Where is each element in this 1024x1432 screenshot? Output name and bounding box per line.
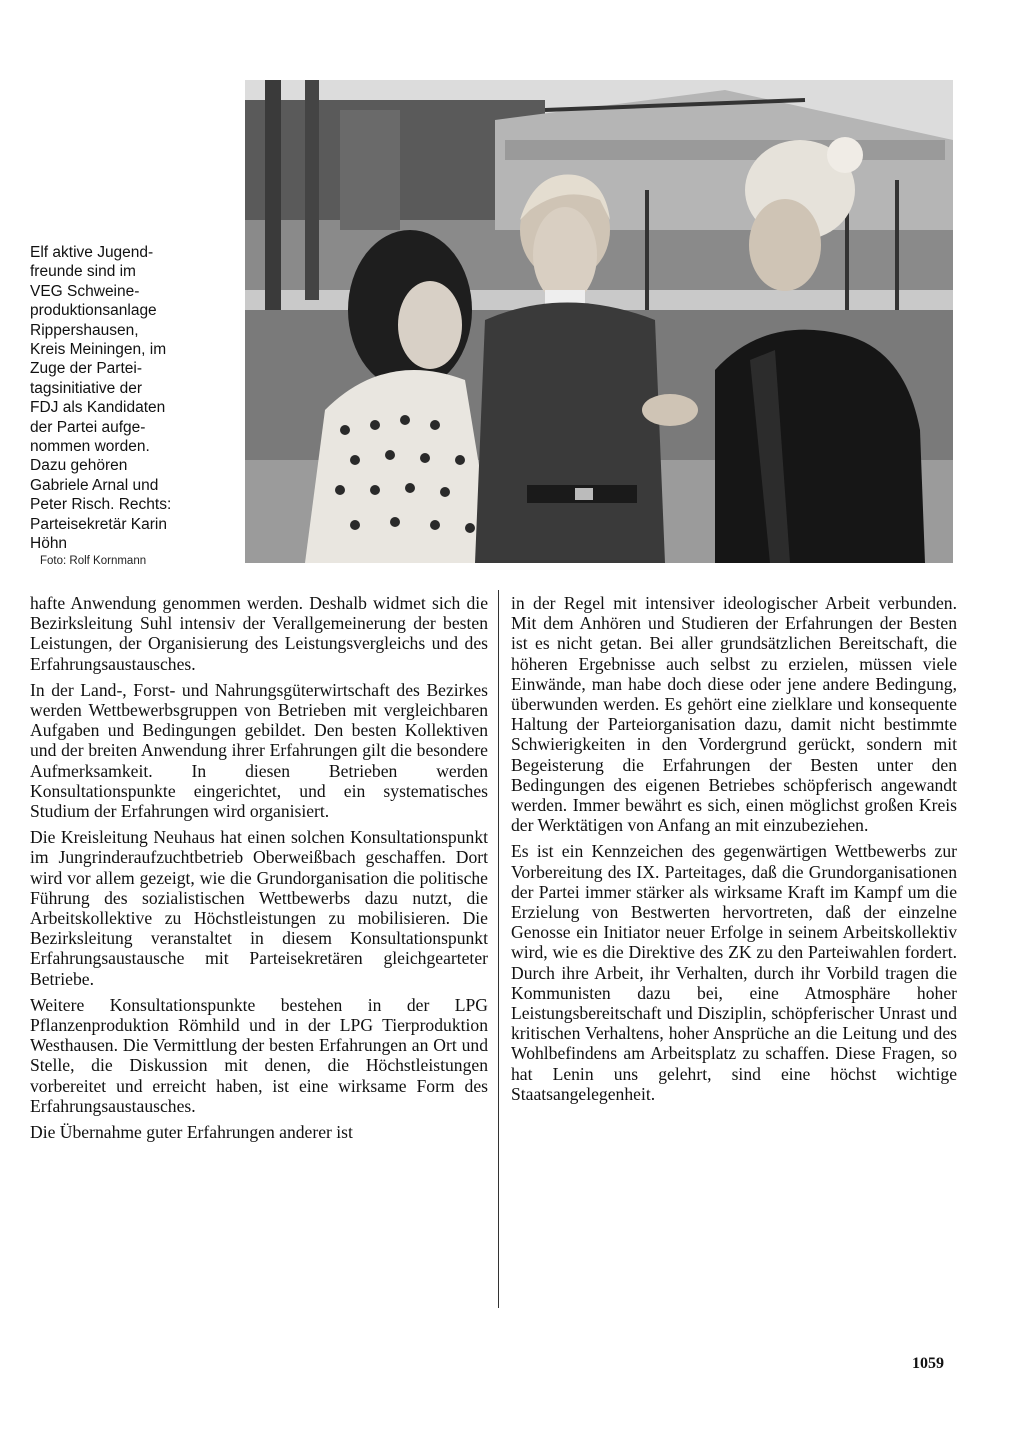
body-paragraph: Weitere Konsultationspunkte bestehen in der LPG Pflanzenproduktion Römhild und in der LPG Tierproduktion Westhausen. Die Vermittlung der besten Erfahrungen an Ort und Stelle, die Diskussion mit denen, die Höchstleistungen vorbereitet und erreicht haben, ist eine wirksame Form des Erfahrungsaustausches. (30, 994, 488, 1116)
photo-illustration (245, 80, 953, 563)
caption-line: tagsinitiative der (30, 379, 143, 397)
photo-credit: Foto: Rolf Kornmann (40, 555, 147, 567)
caption-line: Elf aktive Jugend- (30, 244, 154, 261)
body-paragraph: In der Land-, Forst- und Nahrungsgüterwirtschaft des Bezirkes werden Wettbewerbsgruppen von Betrieben mit vergleichbaren Aufgaben und Bedingungen gebildet. Den besten Kollektiven und der breiten Anwendung ihrer Erfahrungen gilt die besondere Aufmerksamkeit. In diesen Betrieben werden Konsultationspunkte eingerichtet, und ein systematisches Studium der Erfahrungen wird organisiert. (30, 679, 488, 822)
body-paragraph: Die Übernahme guter Erfahrungen anderer ist (30, 1122, 353, 1143)
caption-line: Zuge der Partei- (30, 360, 142, 378)
body-paragraph: in der Regel mit intensiver ideologischer Arbeit verbunden. Mit dem Anhören und Studieren der Erfahrungen der Besten ist es nicht getan. Bei aller grundsätzlichen Bereitschaft, die höheren Ergebnisse auch selbst zu erzielen, müssen viele Einwände, man habe doch diese oder jene andere Bedingung, überwunden werden. Es gehört eine zielklare und konsequente Haltung der Parteiorganisation dazu, damit nicht bestimmte Schwierigkeiten in den Vordergrund gerückt, sondern mit Begeisterung die Erfahrungen der Besten unter den Bedingungen des eigenen Betriebes schöpferisch angewandt werden. Immer bewährt es sich, einen möglichst großen Kreis der Werktätigen von Anfang an mit einzubeziehen. (511, 593, 957, 836)
text-column-right (511, 593, 957, 1110)
photo-caption (30, 243, 235, 554)
caption-line: FDJ als Kandidaten (30, 399, 166, 417)
caption-line: freunde sind im (30, 263, 136, 281)
body-paragraph: Die Kreisleitung Neuhaus hat einen solchen Konsultationspunkt im Jungrinderaufzuchtbetrieb Oberweißbach geschaffen. Dort wird vor allem gezeigt, wie die Grundorganisation die politische Führung des sozialistischen Wettbewerbs dazu nutzt, die Arbeitskollektive zu Höchstleistungen zu mobilisieren. Die Bezirksleitung veranstaltet in diesem Konsultationspunkt Erfahrungsaustausche mit Parteisekretären gleichgearteter Betriebe. (30, 827, 488, 989)
news-photo (245, 80, 953, 563)
caption-line: Rippershausen, (30, 321, 139, 339)
caption-line: Dazu gehören (30, 457, 128, 475)
caption-line: Parteisekretär Karin (30, 515, 167, 533)
page-number: 1059 (912, 1355, 944, 1372)
caption-line: der Partei aufge- (30, 418, 146, 436)
caption-line: produktionsanlage (30, 302, 157, 320)
text-column-left (30, 593, 488, 1148)
body-paragraph: Es ist ein Kennzeichen des gegenwärtigen Wettbewerbs zur Vorbereitung des IX. Parteitages, daß die Grundorganisationen der Partei immer stärker als wirksame Kraft im Kampf um die Erzielung von Bestwerten hervortreten, daß der einzelne Genosse ein Initiator neuer Erfolge in seinem Arbeitskollektiv wird, wie es die Direktive des ZK zu den Parteiwahlen fordert. Durch ihre Arbeit, ihr Verhalten, durch ihr Vorbild tragen die Kommunisten dazu bei, eine Atmosphäre hoher Leistungsbereitschaft und Disziplin, schöpferischer Unrast und kritischen Verhaltens, hoher Ansprüche an die Leitung und des Wohlbefindens am Arbeitsplatz zu schaffen. Diese Fragen, so hat Lenin uns gelehrt, sind eine höchst wichtige Staatsangelegenheit. (511, 841, 957, 1104)
caption-line: Höhn (30, 535, 68, 553)
column-divider (498, 590, 499, 1308)
caption-line: Gabriele Arnal und (30, 476, 159, 494)
caption-line: Peter Risch. Rechts: (30, 496, 172, 514)
caption-line: VEG Schweine- (30, 282, 140, 300)
caption-line: Kreis Meiningen, im (30, 341, 167, 359)
body-paragraph: hafte Anwendung genommen werden. Deshalb widmet sich die Bezirksleitung Suhl intensiv der Verallgemeinerung der besten Leistungen, der Organisierung des Leistungsvergleichs und des Erfahrungsaustausches. (30, 593, 488, 674)
caption-line: nommen worden. (30, 438, 150, 456)
